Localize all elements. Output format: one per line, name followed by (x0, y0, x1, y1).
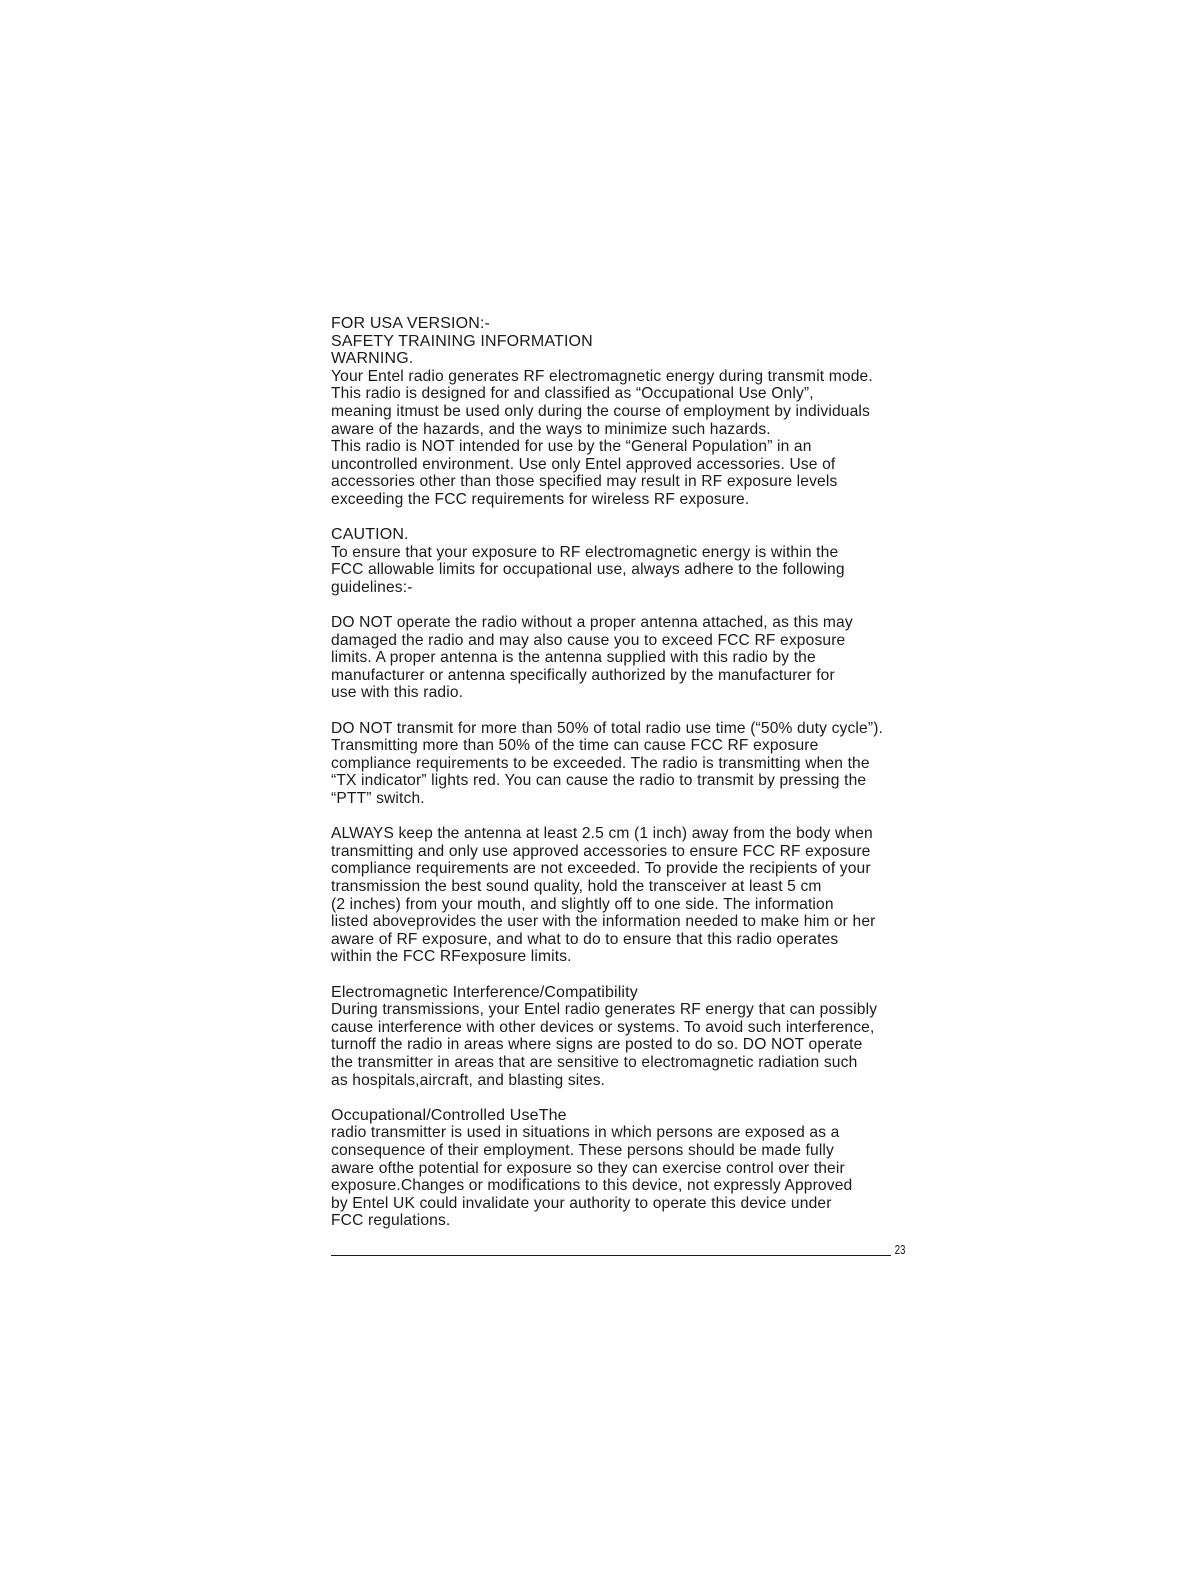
paragraph-line: During transmissions, your Entel radio generates RF energy that can possibly (331, 1001, 878, 1019)
paragraph-line: within the FCC RFexposure limits. (331, 948, 572, 966)
distance-guideline (331, 825, 951, 966)
paragraph-line: guidelines:- (331, 578, 413, 596)
paragraph-line: listed aboveprovides the user with the information needed to make him or her (331, 913, 876, 931)
paragraph-line: consequence of their employment. These persons should be made fully (331, 1141, 834, 1159)
paragraph-line: the transmitter in areas that are sensitive to electromagnetic radiation such (331, 1053, 858, 1071)
warning-paragraph (331, 368, 951, 509)
paragraph-line: transmission the best sound quality, hold the transceiver at least 5 cm (331, 878, 822, 895)
emi-title: Electromagnetic Interference/Compatibility (331, 983, 638, 1001)
document-page (331, 315, 951, 1230)
paragraph-line: accessories other than those specified may result in RF exposure levels (331, 473, 838, 491)
paragraph-line: FCC allowable limits for occupational use, always adhere to the following (331, 561, 845, 579)
paragraph-line: turnoff the radio in areas where signs are posted to do so. DO NOT operate (331, 1036, 863, 1054)
paragraph-line: aware of the hazards, and the ways to minimize such hazards. (331, 420, 771, 438)
paragraph-gap (331, 597, 951, 615)
paragraph-line: Transmitting more than 50% of the time can cause FCC RF exposure (331, 737, 819, 755)
paragraph-line: transmitting and only use approved accessories to ensure FCC RF exposure (331, 842, 871, 860)
paragraph-line: meaning itmust be used only during the course of employment by individuals (331, 402, 870, 420)
section-title: SAFETY TRAINING INFORMATION (331, 332, 593, 350)
paragraph-line: radio transmitter is used in situations in which persons are exposed as a (331, 1124, 840, 1142)
occupational-title: Occupational/Controlled UseThe (331, 1106, 567, 1124)
paragraph-line: uncontrolled environment. Use only Entel approved accessories. Use of (331, 455, 836, 473)
page-number: 23 (894, 1242, 905, 1257)
paragraph-line: DO NOT transmit for more than 50% of total radio use time (“50% duty cycle”). (331, 719, 884, 737)
paragraph-line: use with this radio. (331, 684, 464, 702)
paragraph-line: compliance requirements to be exceeded. The radio is transmitting when the (331, 754, 870, 772)
occupational-paragraph (331, 1124, 951, 1230)
paragraph-line: aware ofthe potential for exposure so they can exercise control over their (331, 1159, 845, 1177)
duty-cycle-guideline (331, 720, 951, 808)
paragraph-line: exceeding the FCC requirements for wireless RF exposure. (331, 490, 750, 508)
paragraph-line: limits. A proper antenna is the antenna supplied with this radio by the (331, 649, 816, 667)
paragraph-line: compliance requirements are not exceeded. To provide the recipients of your (331, 860, 871, 878)
paragraph-line: Your Entel radio generates RF electromagnetic energy during transmit mode. (331, 367, 873, 385)
emi-paragraph (331, 1001, 951, 1089)
footer-rule (331, 1255, 891, 1256)
warning-label: WARNING. (331, 350, 414, 368)
paragraph-line: aware of RF exposure, and what to do to ensure that this radio operates (331, 930, 839, 948)
paragraph-line: To ensure that your exposure to RF electromagnetic energy is within the (331, 543, 839, 561)
paragraph-gap (331, 1089, 951, 1107)
paragraph-gap (331, 966, 951, 984)
paragraph-gap (331, 808, 951, 826)
paragraph-line: ALWAYS keep the antenna at least 2.5 cm (1 inch) away from the body when (331, 825, 873, 843)
paragraph-line: damaged the radio and may also cause you to exceed FCC RF exposure (331, 631, 846, 649)
caution-paragraph (331, 544, 951, 597)
paragraph-line: by Entel UK could invalidate your authority to operate this device under (331, 1194, 832, 1212)
paragraph-gap (331, 509, 951, 527)
paragraph-line: “PTT” switch. (331, 790, 425, 808)
paragraph-line: DO NOT operate the radio without a proper antenna attached, as this may (331, 614, 853, 632)
paragraph-line: exposure.Changes or modifications to this device, not expressly Approved (331, 1177, 853, 1195)
paragraph-line: cause interference with other devices or systems. To avoid such interference, (331, 1018, 875, 1036)
paragraph-line: This radio is NOT intended for use by the “General Population” in an (331, 438, 812, 456)
paragraph-gap (331, 702, 951, 720)
paragraph-line: as hospitals,aircraft, and blasting sites. (331, 1071, 606, 1089)
region-heading: FOR USA VERSION:- (331, 315, 491, 332)
paragraph-line: manufacturer or antenna specifically authorized by the manufacturer for (331, 666, 835, 684)
antenna-guideline (331, 614, 951, 702)
paragraph-line: “TX indicator” lights red. You can cause the radio to transmit by pressing the (331, 772, 867, 790)
paragraph-line: This radio is designed for and classified as “Occupational Use Only”, (331, 385, 814, 403)
page-footer (331, 1240, 905, 1260)
paragraph-line: (2 inches) from your mouth, and slightly off to one side. The information (331, 895, 834, 913)
caution-label: CAUTION. (331, 526, 409, 544)
paragraph-line: FCC regulations. (331, 1212, 451, 1230)
